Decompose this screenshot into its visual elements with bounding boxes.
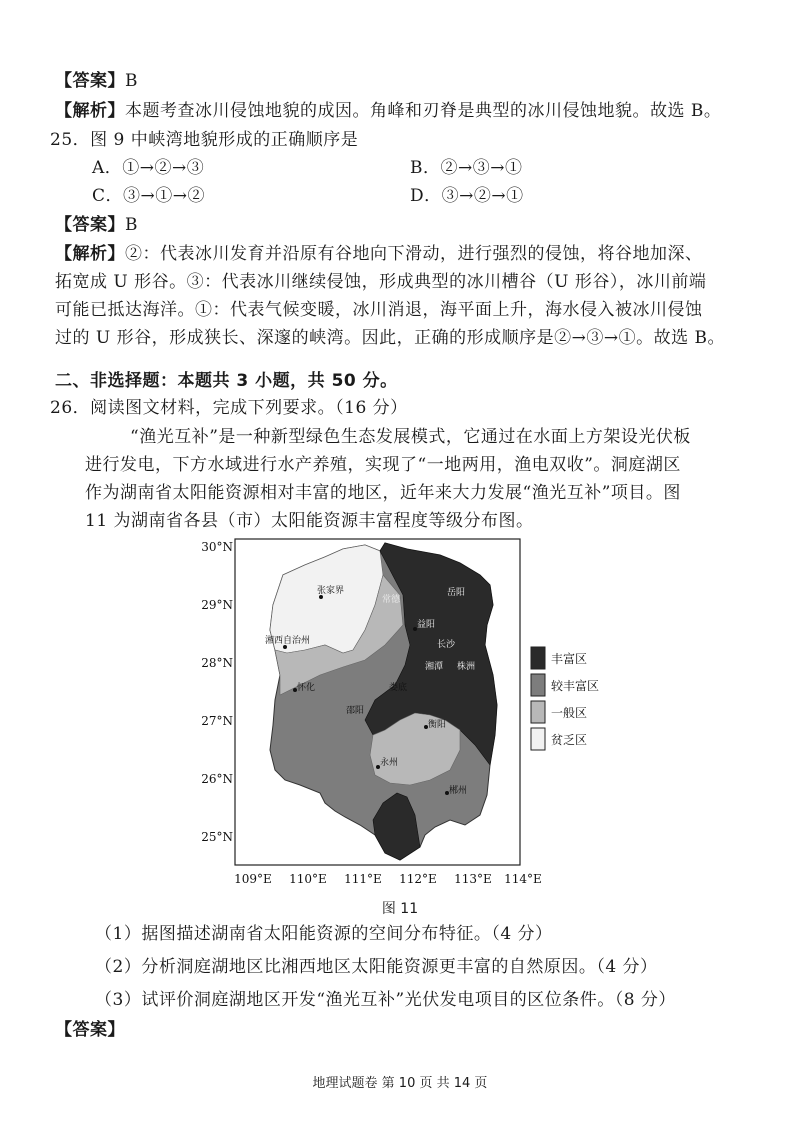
- city-changsha: 长沙: [437, 640, 456, 650]
- legend-swatch-rich: [531, 647, 545, 669]
- q24-analysis-line: [55, 99, 721, 123]
- legend-label-fairly-rich: 较丰富区: [551, 679, 600, 693]
- q26-material-line-1: “渔光互补”是一种新型绿色生态发展模式，它通过在水面上方架设光伏板: [130, 427, 691, 447]
- map-svg: [201, 535, 625, 895]
- page-footer: 地理试题卷 第 10 页 共 14 页: [312, 1076, 488, 1091]
- city-changde: 常德: [382, 595, 401, 605]
- city-zhangjiajie: 张家界: [317, 586, 345, 596]
- analysis-text: ②：代表冰川发育并沿原有谷地向下滑动，进行强烈的侵蚀，将谷地加深、: [125, 244, 703, 264]
- city-yiyang: 益阳: [417, 620, 436, 630]
- q26-material-line-4: 11 为湖南省各县（市）太阳能资源丰富程度等级分布图。: [85, 511, 534, 531]
- legend-label-rich: 丰富区: [551, 652, 588, 666]
- city-chenzhou: 郴州: [449, 786, 468, 796]
- lon-label: 113°E: [454, 872, 492, 886]
- q26-sub-question-2: （2）分析洞庭湖地区比湘西地区太阳能资源更丰富的自然原因。（4 分）: [95, 957, 658, 977]
- city-shaoyang: 邵阳: [346, 706, 365, 716]
- lon-label: 111°E: [344, 872, 382, 886]
- lat-label: 29°N: [201, 598, 233, 612]
- q26-answer-tag: 【答案】: [55, 1020, 125, 1040]
- hunan-solar-resource-map: [201, 535, 625, 895]
- q25-option-c: C．③→①→②: [92, 186, 205, 206]
- lat-label: 28°N: [201, 656, 233, 670]
- lat-label: 27°N: [201, 714, 233, 728]
- city-loudi: 娄底: [389, 683, 408, 693]
- q25-answer-line: [55, 213, 138, 237]
- legend-swatch-general: [531, 701, 545, 723]
- lat-label: 26°N: [201, 772, 233, 786]
- q26-material-line-2: 进行发电，下方水域进行水产养殖，实现了“一地两用，渔电双收”。洞庭湖区: [85, 455, 681, 475]
- q26-sub-question-1: （1）据图描述湖南省太阳能资源的空间分布特征。（4 分）: [95, 924, 553, 944]
- q26-stem: 26．阅读图文材料，完成下列要求。（16 分）: [50, 398, 408, 418]
- q26-material-line-3: 作为湖南省太阳能资源相对丰富的地区，近年来大力发展“渔光互补”项目。图: [85, 483, 681, 503]
- q25-stem: 25．图 9 中峡湾地貌形成的正确顺序是: [50, 130, 359, 150]
- answer-tag: 【答案】: [55, 215, 125, 235]
- q25-option-b: B．②→③→①: [410, 158, 523, 178]
- answer-value: B: [125, 215, 138, 235]
- analysis-tag: 【解析】: [55, 244, 125, 264]
- q25-option-d: D．③→②→①: [410, 186, 524, 206]
- city-yongzhou: 永州: [380, 758, 399, 768]
- city-yueyang: 岳阳: [447, 588, 466, 598]
- city-huaihua: 怀化: [297, 683, 316, 693]
- q25-analysis-line-3: 可能已抵达海洋。①：代表气候变暖，冰川消退，海平面上升，海水侵入被冰川侵蚀: [55, 300, 703, 320]
- legend-swatch-fairly-rich: [531, 674, 545, 696]
- city-hengyang: 衡阳: [428, 720, 447, 730]
- q25-analysis-line-1: [55, 242, 703, 266]
- q24-answer-line: [55, 69, 138, 93]
- figure-caption: 图 11: [381, 901, 419, 917]
- city-xiangxi: 湘西自治州: [265, 636, 311, 646]
- answer-tag: 【答案】: [55, 71, 125, 91]
- legend-label-poor: 贫乏区: [551, 733, 588, 747]
- lon-label: 114°E: [504, 872, 542, 886]
- answer-value: B: [125, 71, 138, 91]
- q25-option-a: A．①→②→③: [92, 158, 205, 178]
- lon-label: 109°E: [234, 872, 272, 886]
- analysis-tag: 【解析】: [55, 101, 125, 121]
- analysis-text: 本题考查冰川侵蚀地貌的成因。角峰和刃脊是典型的冰川侵蚀地貌。故选 B。: [125, 101, 722, 121]
- lat-label: 25°N: [201, 830, 233, 844]
- section-heading: 二、非选择题：本题共 3 小题，共 50 分。: [55, 371, 398, 391]
- q25-analysis-line-4: 过的 U 形谷，形成狭长、深邃的峡湾。因此，正确的形成顺序是②→③→①。故选 B。: [55, 328, 726, 348]
- city-zhuzhou: 株洲: [457, 662, 476, 672]
- city-xiangtan: 湘潭: [425, 662, 444, 672]
- lat-label: 30°N: [201, 540, 233, 554]
- lon-label: 112°E: [399, 872, 437, 886]
- q26-sub-question-3: （3）试评价洞庭湖地区开发“渔光互补”光伏发电项目的区位条件。（8 分）: [95, 990, 676, 1010]
- legend-swatch-poor: [531, 728, 545, 750]
- q25-analysis-line-2: 拓宽成 U 形谷。③：代表冰川继续侵蚀，形成典型的冰川槽谷（U 形谷），冰川前端: [55, 272, 707, 292]
- lon-label: 110°E: [289, 872, 327, 886]
- legend-label-general: 一般区: [551, 706, 588, 720]
